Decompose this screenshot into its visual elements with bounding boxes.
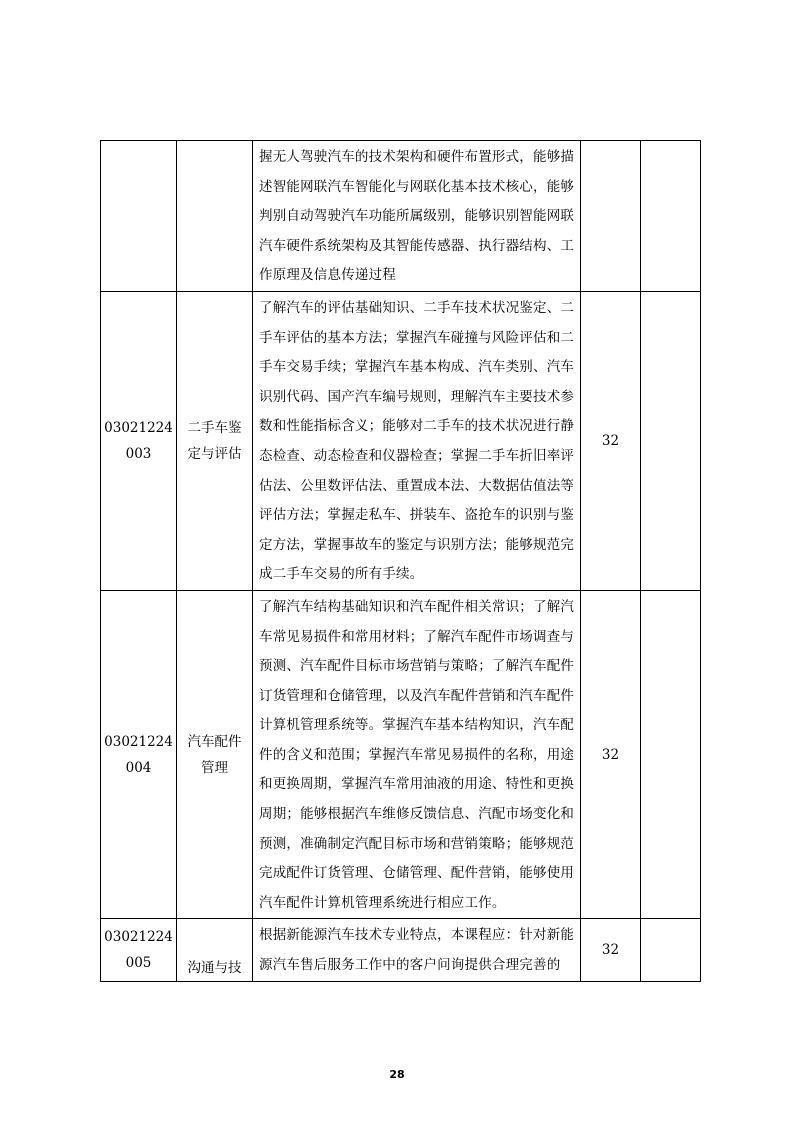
description-line: 判别自动驾驶汽车功能所属级别，能够识别智能网联: [259, 208, 575, 225]
description-line: 车常见易损件和常用材料；了解汽车配件市场调查与: [259, 628, 575, 645]
course-name-cell: [177, 141, 253, 292]
description-line: 握无人驾驶汽车的技术架构和硬件布置形式，能够描: [259, 149, 575, 165]
course-note-cell: [641, 919, 701, 981]
course-description-cell: [253, 590, 581, 919]
course-code-cell: [101, 919, 177, 981]
course-code: 004: [125, 759, 152, 776]
description-line: 了解汽车的评估基础知识、二手车技术状况鉴定、二: [259, 299, 575, 316]
course-name: 汽车配件: [187, 733, 242, 750]
description-line: 预测，准确制定汽配目标市场和营销策略；能够规范: [259, 835, 575, 852]
course-name-cell: [177, 291, 253, 590]
course-name: 二手车鉴: [187, 419, 242, 436]
description-line: 估法、公里数评估法、重置成本法、大数据估值法等: [259, 477, 575, 494]
page-number: 28: [389, 1068, 405, 1081]
course-table: [100, 140, 701, 982]
course-name: 定与评估: [187, 445, 242, 462]
description-line: 手车评估的基本方法；掌握汽车碰撞与风险评估和二: [259, 329, 575, 346]
description-line: 数和性能指标含义；能够对二手车的技术状况进行静: [259, 418, 575, 435]
description-line: 态检查、动态检查和仪器检查；掌握二手车折旧率评: [259, 447, 575, 464]
course-code: 03021224: [104, 733, 173, 750]
course-hours-cell: 32: [581, 291, 641, 590]
description-line: 了解汽车结构基础知识和汽车配件相关常识；了解汽: [259, 598, 575, 615]
course-description-cell: [253, 291, 581, 590]
description-line: 识别代码、国产汽车编号规则，理解汽车主要技术参: [259, 388, 575, 405]
course-name: 沟通与技: [187, 959, 242, 976]
description-line: 述智能网联汽车智能化与网联化基本技术核心，能够: [259, 178, 575, 195]
description-line: 源汽车售后服务工作中的客户问询提供合理完善的: [259, 957, 561, 974]
table-row: [101, 291, 701, 590]
table-row: [101, 141, 701, 292]
course-code-cell: [101, 291, 177, 590]
course-code: 03021224: [104, 419, 173, 436]
course-code: 03021224: [104, 929, 173, 946]
description-line: 手车交易手续；掌握汽车基本构成、汽车类别、汽车: [259, 359, 575, 376]
description-line: 预测、汽车配件目标市场营销与策略；了解汽车配件: [259, 658, 575, 675]
description-line: 计算机管理系统等。掌握汽车基本结构知识，汽车配: [259, 717, 575, 734]
description-line: 汽车配件计算机管理系统进行相应工作。: [259, 894, 506, 911]
course-code-cell: [101, 141, 177, 292]
description-line: 根据新能源汽车技术专业特点，本课程应：针对新能: [259, 927, 575, 944]
course-hours-cell: 32: [581, 590, 641, 919]
description-line: 作原理及信息传递过程: [259, 267, 396, 284]
table-row: [101, 919, 701, 981]
course-note-cell: [641, 590, 701, 919]
course-code: 005: [125, 955, 152, 972]
course-code: 003: [125, 445, 152, 462]
description-line: 完成配件订货管理、仓储管理、配件营销，能够使用: [259, 865, 575, 882]
course-hours-cell: 32: [581, 919, 641, 981]
table-row: [101, 590, 701, 919]
course-description-cell: [253, 141, 581, 292]
course-name-cell: [177, 590, 253, 919]
description-line: 成二手车交易的所有手续。: [259, 566, 424, 583]
course-description-cell: [253, 919, 581, 981]
description-line: 周期；能够根据汽车维修反馈信息、汽配市场变化和: [259, 806, 575, 823]
course-name: 管理: [201, 759, 228, 776]
description-line: 汽车硬件系统架构及其智能传感器、执行器结构、工: [259, 237, 575, 254]
description-line: 和更换周期，掌握汽车常用油液的用途、特性和更换: [259, 776, 575, 793]
course-note-cell: [641, 141, 701, 292]
course-hours-cell: [581, 141, 641, 292]
description-line: 件的含义和范围；掌握汽车常见易损件的名称，用途: [259, 746, 575, 763]
course-code-cell: [101, 590, 177, 919]
course-name-cell: [177, 919, 253, 981]
description-line: 评估方法；掌握走私车、拼装车、盗抢车的识别与鉴: [259, 507, 575, 524]
course-note-cell: [641, 291, 701, 590]
description-line: 订货管理和仓储管理，以及汽车配件营销和汽车配件: [259, 687, 575, 704]
description-line: 定方法，掌握事故车的鉴定与识别方法；能够规范完: [259, 536, 575, 553]
